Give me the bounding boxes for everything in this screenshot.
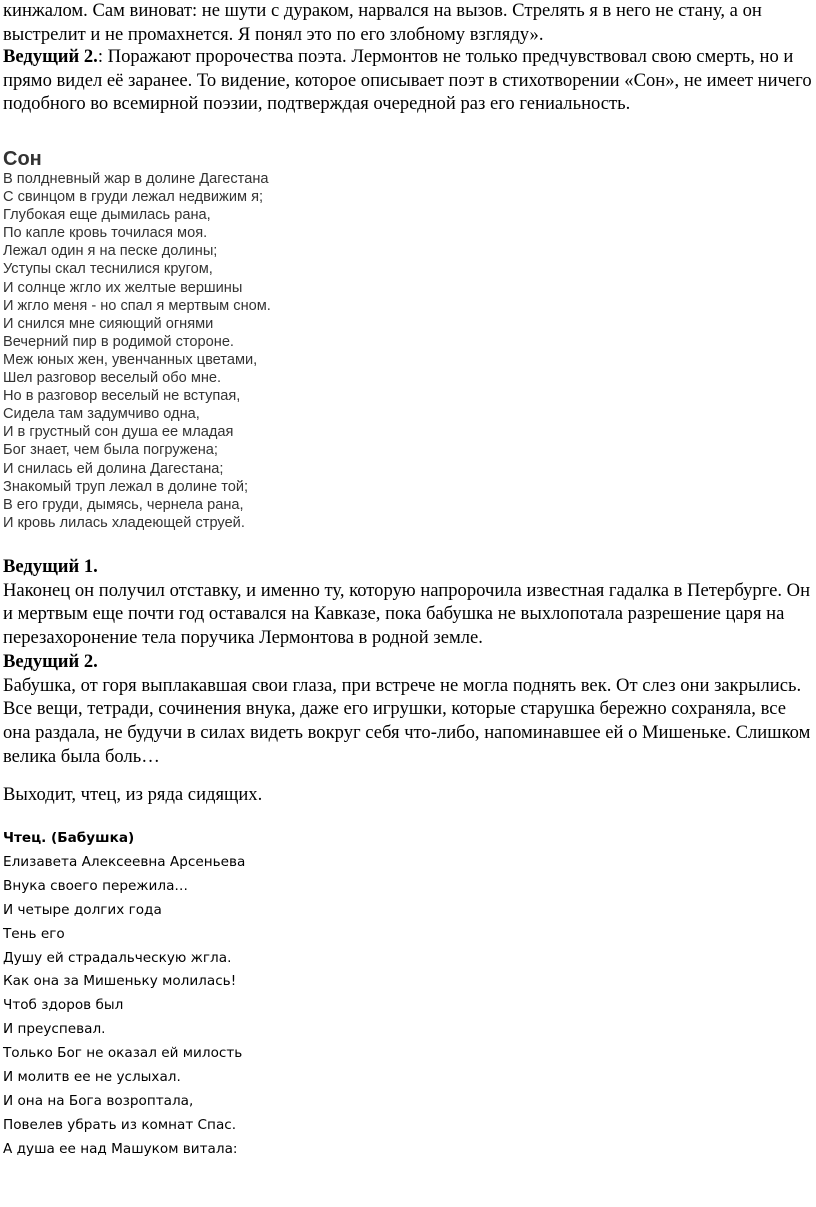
reader-line: Только Бог не оказал ей милость <box>3 1045 243 1062</box>
reader-exit-line: Выходит, чтец, из ряда сидящих. <box>3 784 263 805</box>
poem-line: По капле кровь точилася моя. <box>3 225 208 242</box>
speaker1-text: Наконец он получил отставку, и именно ту, которую напророчила известная гадалка в Петербурге. Он и мертвым еще почти год оставался на Кавказе, пока бабушка не выхлопотала разрешение царя на перезахоронение тела поручика Лермонтова в родной земле. <box>3 579 811 649</box>
section2 <box>3 555 813 768</box>
poem-line: И солнце жгло их желтые вершины <box>3 279 243 296</box>
poem-line: Меж юных жен, увенчанных цветами, <box>3 351 258 368</box>
reader-line: Как она за Мишеньку молилась! <box>3 973 237 990</box>
reader-line: И молитв ее не услыхал. <box>3 1069 181 1086</box>
speaker2-label-2: Ведущий 2. <box>3 650 98 672</box>
poem-title: Сон <box>3 148 42 170</box>
poem-line: И жгло меня - но спал я мертвым сном. <box>3 297 271 314</box>
speaker2-paragraph <box>3 45 813 116</box>
reader-line: Внука своего пережила… <box>3 877 189 894</box>
poem-line: Вечерний пир в родимой стороне. <box>3 333 234 350</box>
speaker2-text-2: Бабушка, от горя выплакавшая свои глаза, при встрече не могла поднять век. От слез они закрылись. Все вещи, тетради, сочинения внука, даже его игрушки, которые старушка бережно сохраняла, все она раздала, не будучи в силах видеть вокруг себя что-либо, напоминавшее ей о Мишеньке. Слишком велика была боль… <box>3 674 811 767</box>
reader-line: Повелев убрать из комнат Спас. <box>3 1116 237 1133</box>
reader-line: Елизавета Алексеевна Арсеньева <box>3 853 246 870</box>
poem-line: В его груди, дымясь, чернела рана, <box>3 496 244 513</box>
intro-paragraph <box>3 0 813 46</box>
poem-line: Бог знает, чем была погружена; <box>3 442 218 459</box>
reader-line: И преуспевал. <box>3 1021 106 1038</box>
speaker1-label: Ведущий 1. <box>3 556 98 577</box>
poem-line: Но в разговор веселый не вступая, <box>3 388 241 405</box>
reader-line: Тень его <box>3 925 65 942</box>
reader-line: А душа ее над Машуком витала: <box>3 1140 238 1157</box>
poem-line: Знакомый труп лежал в долине той; <box>3 478 249 495</box>
reader-poem <box>3 827 245 1162</box>
poem-line: И кровь лилась хладеющей струей. <box>3 514 245 531</box>
intro-text: кинжалом. Сам виноват: не шути с дураком, нарвался на вызов. Стрелять я в него не стану, а он выстрелит и не промахнется. Я понял это по его злобному взгляду». <box>3 0 762 45</box>
reader-line: Душу ей страдальческую жгла. <box>3 949 232 966</box>
reader-header: Чтец. (Бабушка) <box>3 830 135 846</box>
poem-body <box>3 170 271 532</box>
reader-line: И она на Бога возроптала, <box>3 1092 194 1109</box>
poem-line: Шел разговор веселый обо мне. <box>3 370 222 387</box>
speaker2-text: : Поражают пророчества поэта. Лермонтов не только предчувствовал свою смерть, но и прямо видел её заранее. То видение, которое описывает поэт в стихотворении «Сон», не имеет ничего подобного во всемирной поэзии, подтверждая очередной раз его гениальность. <box>3 46 812 115</box>
poem-line: Уступы скал теснилися кругом, <box>3 261 213 278</box>
poem-line: В полдневный жар в долине Дагестана <box>3 171 269 187</box>
poem-line: И снилась ей долина Дагестана; <box>3 460 224 477</box>
poem-line: С свинцом в груди лежал недвижим я; <box>3 189 264 206</box>
reader-line: И четыре долгих года <box>3 901 162 918</box>
speaker2-label: Ведущий 2. <box>3 46 98 67</box>
poem-line: И снился мне сияющий огнями <box>3 315 214 332</box>
poem-line: Лежал один я на песке долины; <box>3 243 218 260</box>
reader-line: Чтоб здоров был <box>3 997 124 1014</box>
poem-line: И в грустный сон душа ее младая <box>3 424 234 441</box>
poem-line: Сидела там задумчиво одна, <box>3 406 200 423</box>
poem-line: Глубокая еще дымилась рана, <box>3 207 211 224</box>
